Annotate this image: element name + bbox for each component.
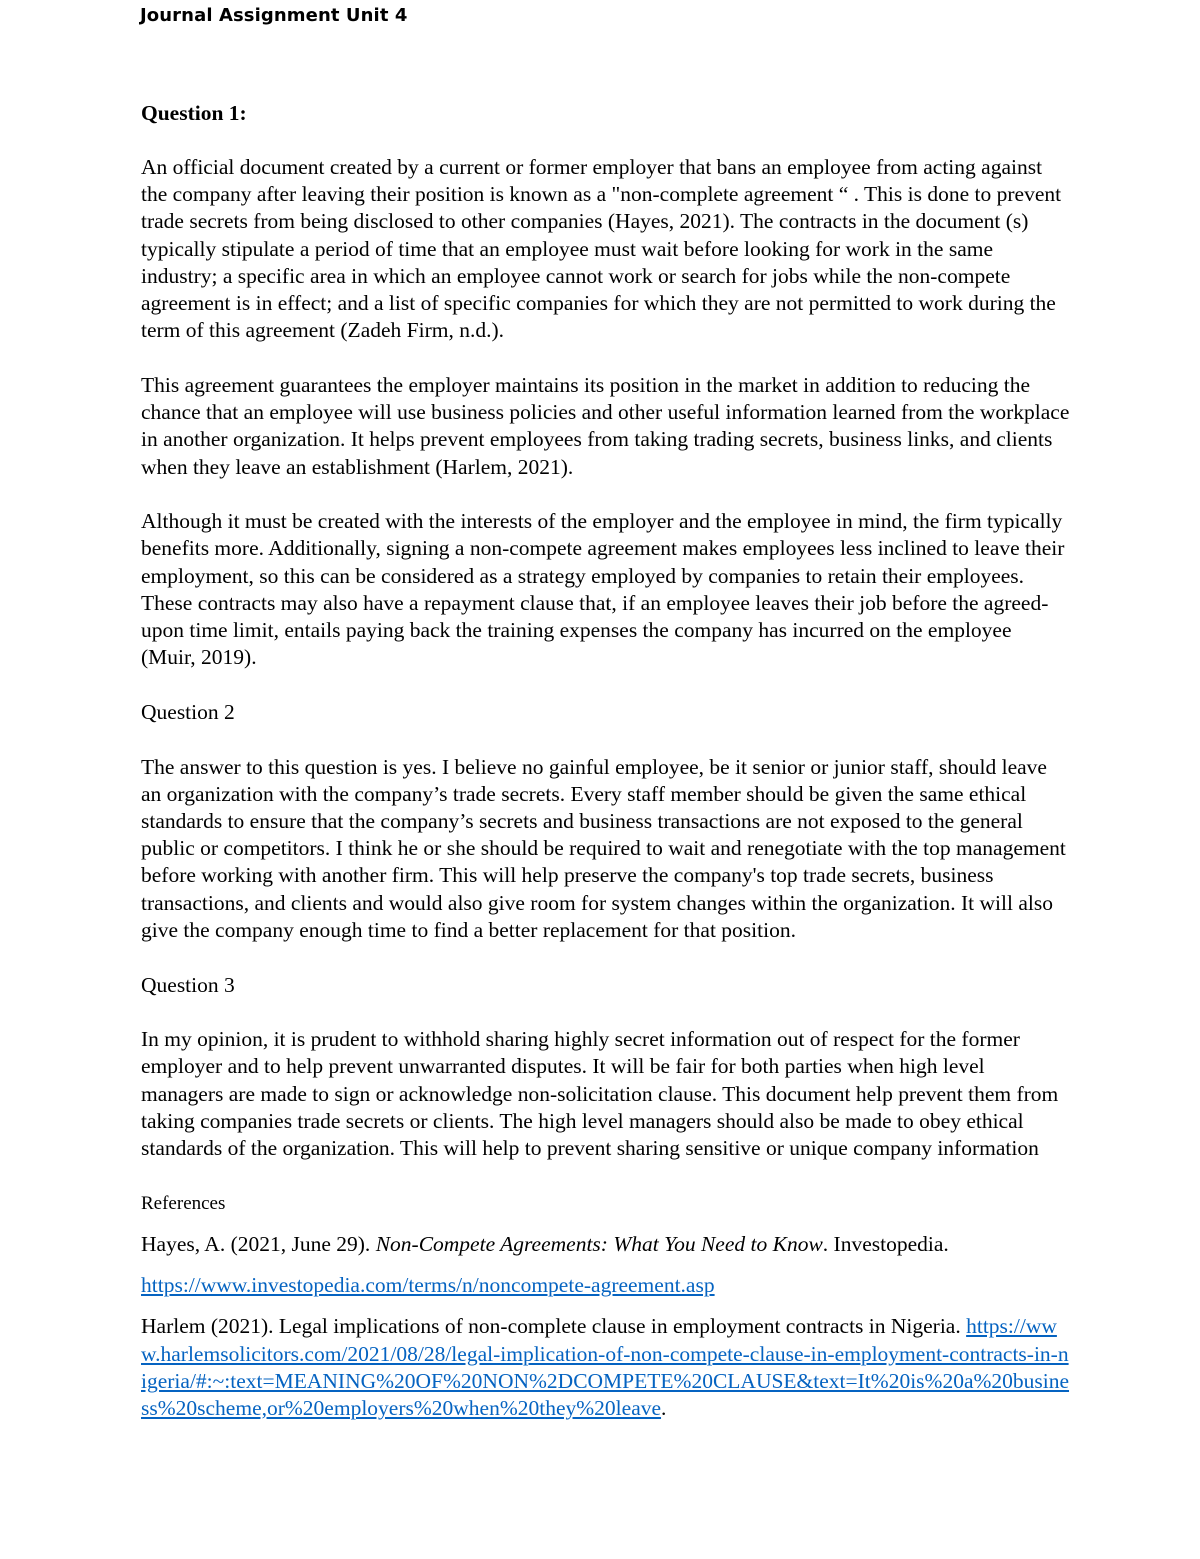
reference-hayes-link-line <box>141 1272 1071 1299</box>
question-2-heading: Question 2 <box>141 699 235 724</box>
question-1-heading: Question 1: <box>141 101 247 125</box>
reference-hayes <box>141 1231 1071 1258</box>
reference-hayes-title: Non-Compete Agreements: What You Need to Know <box>375 1232 823 1256</box>
references-heading: References <box>141 1192 226 1214</box>
question-1-paragraph-3: Although it must be created with the interests of the employer and the employee in mind, the firm typically benefits more. Additionally, signing a non-compete agreement makes employees less inclined to leave their employment, so this can be considered as a strategy employed by companies to retain their employees. These contracts may also have a repayment clause that, if an employee leaves their job before the agreed-upon time limit, entails paying back the training expenses the company has incurred on the employee (Muir, 2019). <box>141 509 1065 670</box>
reference-hayes-link[interactable]: https://www.investopedia.com/terms/n/noncompete-agreement.asp <box>141 1273 715 1298</box>
reference-hayes-prefix: Hayes, A. (2021, June 29). <box>141 1232 376 1256</box>
question-1-paragraph-1: An official document created by a current or former employer that bans an employee from acting against the company after leaving their position is known as a "non-complete agreement “ . This is done to prevent trade secrets from being disclosed to other companies (Hayes, 2021). The contracts in the document (s) typically stipulate a period of time that an employee must wait before looking for work in the same industry; a specific area in which an employee cannot work or search for jobs while the non-compete agreement is in effect; and a list of specific companies for which they are not permitted to work during the term of this agreement (Zadeh Firm, n.d.). <box>141 155 1062 343</box>
reference-hayes-suffix: . Investopedia. <box>822 1232 949 1256</box>
reference-harlem-text: Harlem (2021). Legal implications of non-complete clause in employment contracts in Nigeria. <box>141 1314 961 1339</box>
question-3-heading: Question 3 <box>141 972 235 997</box>
question-3-paragraph: In my opinion, it is prudent to withhold sharing highly secret information out of respect for the former employer and to help prevent unwarranted disputes. It will be fair for both parties when high level managers are made to sign or acknowledge non-solicitation clause. This document help prevent them from taking companies trade secrets or clients. The high level managers should also be made to obey ethical standards of the organization. This will help to prevent sharing sensitive or unique company information <box>141 1027 1059 1161</box>
question-1-paragraph-2: This agreement guarantees the employer maintains its position in the market in addition to reducing the chance that an employee will use business policies and other useful information learned from the workplace in another organization. It helps prevent employees from taking trading secrets, business links, and clients when they leave an establishment (Harlem, 2021). <box>141 372 1070 479</box>
question-2-paragraph: The answer to this question is yes. I believe no gainful employee, be it senior or junior staff, should leave an organization with the company’s trade secrets. Every staff member should be given the same ethical standards to ensure that the company’s secrets and business transactions are not exposed to the general public or competitors. I think he or she should be required to wait and renegotiate with the top management before working with another firm. This will help preserve the company's top trade secrets, business transactions, and clients and would also give room for system changes within the organization. It will also give the company enough time to find a better replacement for that position. <box>141 754 1066 942</box>
reference-harlem-link[interactable]: https://www.harlemsolicitors.com/2021/08/28/legal-implication-of-non-compete-clause-in-employment-contracts-in-nigeria/#:~:text=MEANING%20OF%20NON%2DCOMPETE%20CLAUSE&text=It%20is%20a%20business%20scheme,or%20employers%20when%20they%20leave <box>141 1314 1070 1421</box>
reference-harlem <box>141 1313 1071 1422</box>
page-header-title: Journal Assignment Unit 4 <box>140 5 408 26</box>
reference-harlem-trailing: . <box>661 1396 667 1421</box>
document-body <box>141 100 1071 1436</box>
